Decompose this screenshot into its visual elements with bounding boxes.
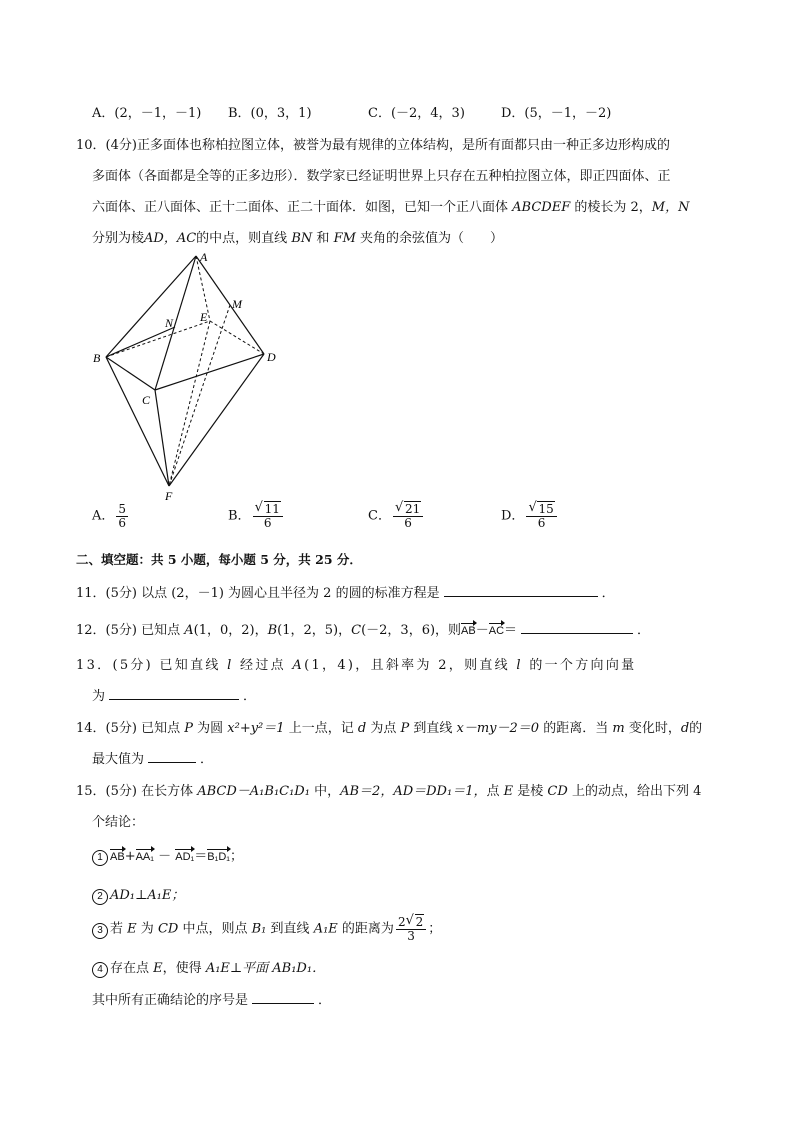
q10-option-a: A． $\frac{5}{6}$ — [92, 502, 127, 530]
q9-option-c: C．(－2，4，3) — [368, 106, 465, 121]
label-d: D — [267, 350, 276, 364]
label-f: F — [165, 489, 173, 503]
q15-conclusion-1: 1 AB+AA₁ － AD₁＝B₁D₁； — [92, 845, 243, 866]
q15-conclusion-3: 3 若 E 为 CD 中点，则点 B₁ 到直线 A₁E 的距离为 2 √ 2 3 ； — [92, 916, 441, 942]
q14-line1: 14．(5分) 已知点 P 为圆 x²+y²＝1 上一点，记 d 为点 P 到直线 x－my－2＝0 的距离．当 m 变化时，d的 — [76, 721, 703, 736]
edge-cd — [155, 354, 264, 390]
label-b: B — [93, 351, 101, 365]
edge-ac — [155, 256, 196, 390]
edge-df — [169, 354, 264, 486]
q15-line1: 15．(5分) 在长方体 ABCD－A₁B₁C₁D₁ 中，AB＝2，AD＝DD₁＝1，点 E 是棱 CD 上的动点，给出下列 4 — [76, 784, 702, 799]
q10-line4: 分别为棱AD，AC的中点，则直线 BN 和 FM 夹角的余弦值为（ ） — [92, 231, 504, 246]
q10-line1: 10．(4分)正多面体也称柏拉图立体，被誉为最有规律的立体结构，是所有面都只由一种正多边形构成的 — [76, 138, 670, 153]
q14-answer-blank[interactable] — [148, 749, 196, 763]
label-n: N — [165, 316, 174, 330]
q9-option-b: B．(0，3，1) — [228, 106, 312, 121]
q13-line2: 为 ． — [92, 685, 256, 704]
q15-distance-fraction: 2 √ 2 3 — [396, 916, 426, 942]
label-a: A — [200, 250, 208, 264]
edge-bc — [106, 357, 155, 390]
label-e: E — [200, 310, 208, 324]
q10-option-c: C． √ 21 6 — [368, 503, 425, 529]
segment-fm — [169, 305, 230, 486]
q12-answer-blank[interactable] — [521, 620, 633, 634]
q9-option-d: D．(5，－1，－2) — [501, 106, 612, 121]
q13-line1: 13．(5分) 已知直线 l 经过点 A(1，4)，且斜率为 2，则直线 l 的一个方向向量 — [76, 658, 637, 673]
q14-line2: 最大值为 ． — [92, 748, 213, 767]
q10-option-d: D． √ 15 6 — [501, 503, 559, 529]
q10-option-b: B． √ 11 6 — [228, 503, 285, 529]
edge-ab — [106, 256, 196, 357]
octahedron-figure — [88, 248, 288, 508]
label-c: C — [142, 393, 151, 407]
edge-ed — [210, 321, 264, 354]
label-m: M — [232, 297, 242, 311]
edge-ef — [169, 321, 210, 486]
q11: 11．(5分) 以点 (2，－1) 为圆心且半径为 2 的圆的标准方程是 ． — [76, 582, 615, 601]
q13-answer-blank[interactable] — [109, 686, 239, 700]
q15-line2: 个结论： — [92, 815, 145, 830]
q15-final-line: 其中所有正确结论的序号是 ． — [92, 989, 331, 1008]
q15-conclusion-4: 4 存在点 E，使得 A₁E⊥平面 AB₁D₁． — [92, 957, 325, 978]
q11-answer-blank[interactable] — [444, 583, 598, 597]
section-heading: 二、填空题：共 5 小题，每小题 5 分，共 25 分． — [76, 552, 362, 567]
q15-answer-blank[interactable] — [252, 990, 314, 1004]
q12: 12．(5分) 已知点 A(1，0，2)，B(1，2，5)，C(－2，3，6)，则AB－AC＝ ． — [76, 619, 650, 638]
q10-line2: 多面体（各面都是全等的正多边形）．数学家已经证明世界上只存在五种柏拉图立体，即正四面体、正 — [92, 169, 671, 184]
q9-option-a: A．(2，－1，－1) — [92, 106, 202, 121]
segment-bn — [106, 327, 175, 357]
q10-line3: 六面体、正八面体、正十二面体、正二十面体．如图，已知一个正八面体 ABCDEF 的棱长为 2，M，N — [92, 200, 690, 215]
q15-conclusion-2: 2 AD₁⊥A₁E； — [92, 884, 184, 905]
